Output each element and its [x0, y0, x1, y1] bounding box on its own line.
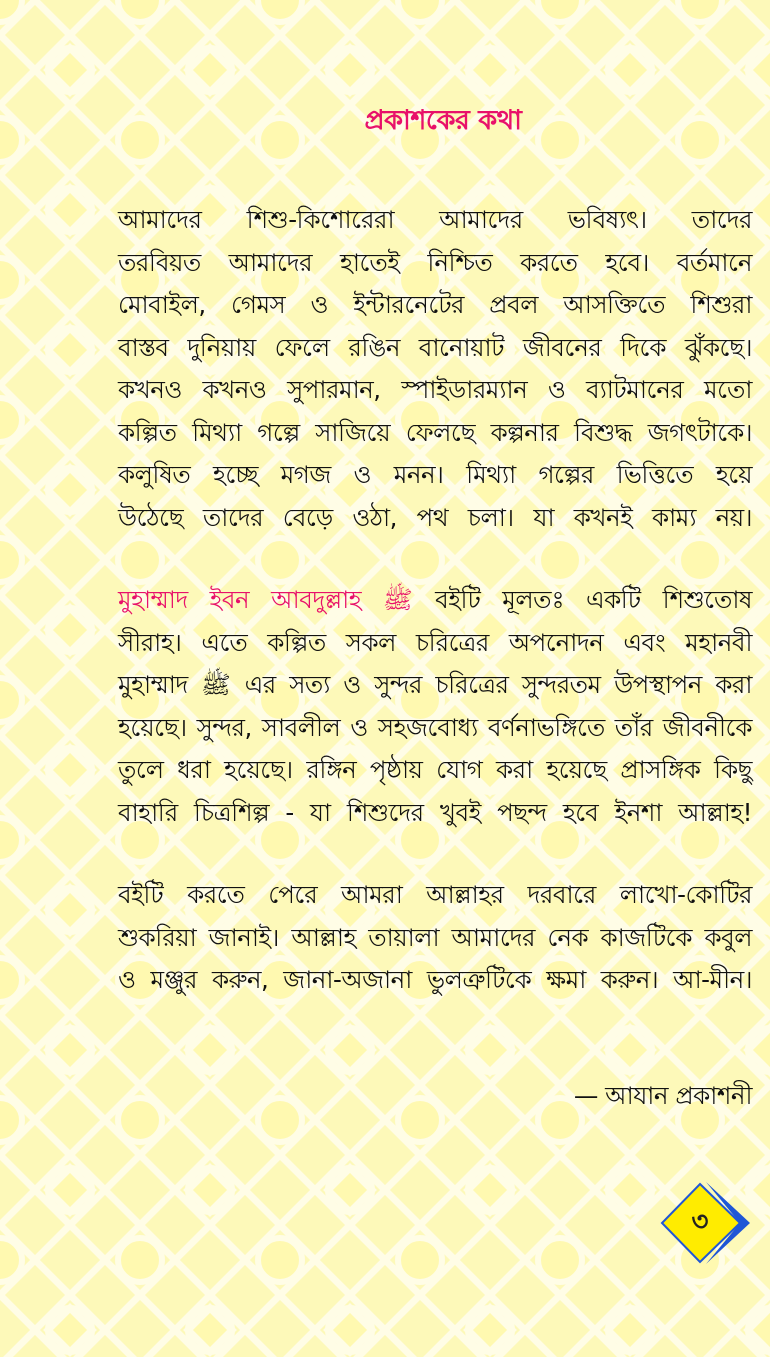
- paragraph-intro: [118, 199, 752, 539]
- text-line: হয়েছে। সুন্দর, সাবলীল ও সহজবোধ্য বর্ণনাভঙ্গিতে তাঁর জীবনীকে: [118, 712, 752, 742]
- text-line: [118, 579, 752, 622]
- book-title: মুহাম্মাদ ইবন আবদুল্লাহ ﷺ: [118, 585, 413, 614]
- page-title: প্রকাশকের কথা: [364, 105, 522, 136]
- publisher-signature: — আযান প্রকাশনী: [573, 1081, 752, 1110]
- text-line: আমাদের শিশু-কিশোরেরা আমাদের ভবিষ্যৎ। তাদের: [118, 205, 752, 234]
- text-line: বইটি করতে পেরে আমরা আল্লাহর দরবারে লাখো-কোটির: [118, 880, 752, 909]
- text-line: শুকরিয়া জানাই। আল্লাহ তায়ালা আমাদের নেক কাজটিকে কবুল: [118, 922, 752, 952]
- text-line: কখনও কখনও সুপারমান, স্পাইডারম্যান ও ব্যাটমানের মতো: [118, 375, 752, 404]
- text-line: উঠেছে তাদের বেড়ে ওঠা, পথ চলা। যা কখনই কাম্য নয়।: [118, 502, 752, 532]
- text-line: ও মঞ্জুর করুন, জানা-অজানা ভুলত্রুটিকে ক্ষমা করুন। আ-মীন।: [118, 965, 752, 994]
- text-line: বাহারি চিত্রশিল্প - যা শিশুদের খুবই পছন্দ হবে ইনশা আল্লাহ!: [118, 797, 752, 827]
- text-line: মোবাইল, গেমস ও ইন্টারনেটের প্রবল আসক্তিতে শিশুরা: [118, 290, 752, 319]
- text-line: তরবিয়ত আমাদের হাতেই নিশ্চিত করতে হবে। বর্তমানে: [118, 247, 752, 277]
- text-line: বাস্তব দুনিয়ায় ফেলে রঙিন বানোয়াট জীবনের দিকে ঝুঁকছে।: [118, 332, 752, 362]
- page-number: ৩: [691, 1207, 709, 1237]
- text-fragment: বইটি মূলতঃ একটি শিশুতোষ: [435, 585, 753, 614]
- text-line: কল্পিত মিথ্যা গল্পে সাজিয়ে ফেলছে কল্পনার বিশুদ্ধ জগৎটাকে।: [118, 417, 752, 447]
- paragraph-gratitude: [118, 874, 752, 1002]
- paragraph-book-description: [118, 579, 752, 834]
- text-line: সীরাহ। এতে কল্পিত সকল চরিত্রের অপনোদন এবং মহানবী: [118, 627, 752, 657]
- text-line: মুহাম্মাদ ﷺ এর সত্য ও সুন্দর চরিত্রের সুন্দরতম উপস্থাপন করা: [118, 670, 752, 699]
- text-line: কলুষিত হচ্ছে মগজ ও মনন। মিথ্যা গল্পের ভিত্তিতে হয়ে: [118, 460, 752, 489]
- page-content: [118, 100, 752, 1042]
- text-line: তুলে ধরা হয়েছে। রঙ্গিন পৃষ্ঠায় যোগ করা হয়েছে প্রাসঙ্গিক কিছু: [118, 755, 752, 784]
